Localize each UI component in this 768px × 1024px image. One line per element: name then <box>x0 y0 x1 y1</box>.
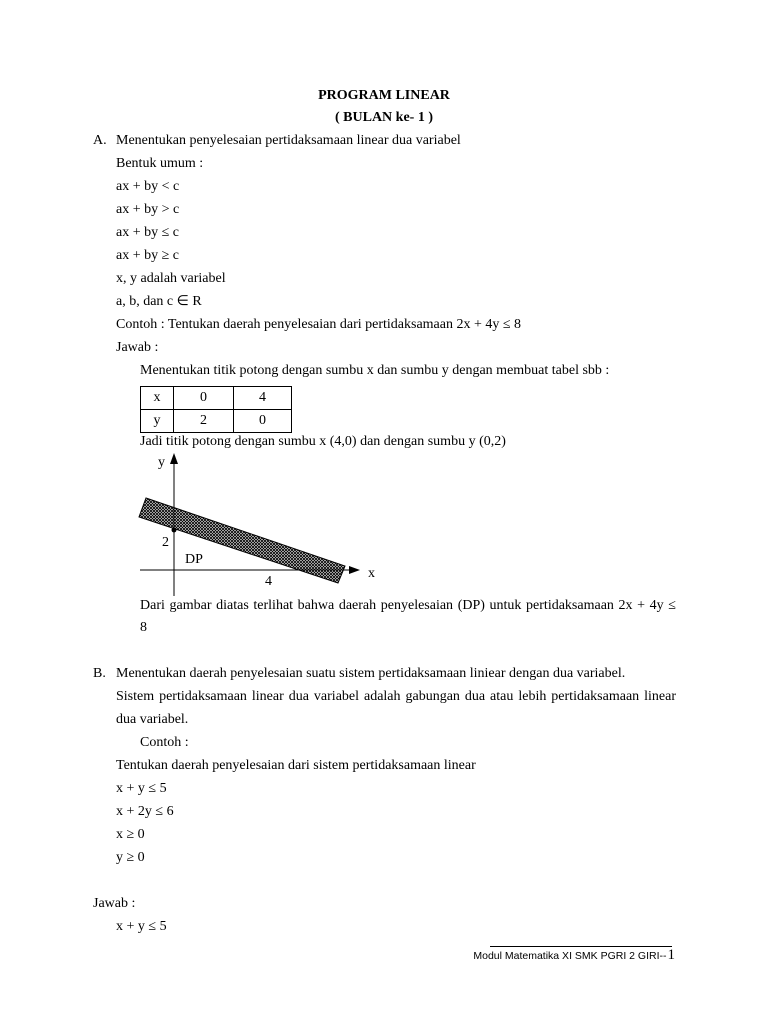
table-cell: 4 <box>234 387 292 410</box>
table-intro: Menentukan titik potong dengan sumbu x dan sumbu y dengan membuat tabel sbb : <box>140 363 610 378</box>
table-row <box>141 387 292 410</box>
section-a-answer-label: Jawab : <box>116 340 159 355</box>
general-form-label: Bentuk umum : <box>116 156 204 171</box>
table-cell: x <box>141 387 174 410</box>
table-cell: 0 <box>174 387 234 410</box>
conclusion-line-2: 8 <box>140 620 147 635</box>
section-a-heading: Menentukan penyelesaian pertidaksamaan linear dua variabel <box>116 133 461 148</box>
x-axis-label: x <box>368 566 375 581</box>
general-form-greater-equal: ax + by ≥ c <box>116 248 180 263</box>
solution-region-graph <box>130 445 390 605</box>
intercept-table <box>140 386 292 433</box>
page-footer <box>473 947 675 964</box>
section-b-example-prompt: Tentukan daerah penyelesaian dari sistem pertidaksamaan linear <box>116 758 476 773</box>
general-form-less: ax + by < c <box>116 179 180 194</box>
x-axis-arrowhead <box>349 566 360 574</box>
constants-note: a, b, dan c ∈ R <box>116 294 202 309</box>
conclusion-line-1: Dari gambar diatas terlihat bahwa daerah penyelesaian (DP) untuk pertidaksamaan 2x + 4y ≤ <box>140 598 676 613</box>
y-intercept-point <box>172 528 177 533</box>
page-number: 1 <box>667 947 675 963</box>
table-cell: 2 <box>174 410 234 433</box>
general-form-less-equal: ax + by ≤ c <box>116 225 180 240</box>
system-inequality-3: x ≥ 0 <box>116 827 145 842</box>
answer-line-1: x + y ≤ 5 <box>116 919 167 934</box>
y-intercept-label: 2 <box>162 535 169 550</box>
general-form-greater: ax + by > c <box>116 202 180 217</box>
y-axis-arrowhead <box>170 453 178 464</box>
section-b-marker: B. <box>93 666 106 681</box>
definition-line-1: Sistem pertidaksamaan linear dua variabel adalah gabungan dua atau lebih pertidaksamaan linear <box>116 689 676 704</box>
table-cell: 0 <box>234 410 292 433</box>
footer-module-text: Modul Matematika XI SMK PGRI 2 GIRI-- <box>473 950 667 962</box>
intercepts-summary: Jadi titik potong dengan sumbu x (4,0) dan dengan sumbu y (0,2) <box>140 434 506 449</box>
system-inequality-1: x + y ≤ 5 <box>116 781 167 796</box>
system-inequality-2: x + 2y ≤ 6 <box>116 804 174 819</box>
document-title: PROGRAM LINEAR <box>318 88 450 103</box>
table-cell: y <box>141 410 174 433</box>
section-b-heading: Menentukan daerah penyelesaian suatu sistem pertidaksamaan liniear dengan dua variabel. <box>116 666 626 681</box>
y-axis-label: y <box>158 455 165 470</box>
section-a-example: Contoh : Tentukan daerah penyelesaian dari pertidaksamaan 2x + 4y ≤ 8 <box>116 317 522 332</box>
definition-line-2: dua variabel. <box>116 712 189 727</box>
region-label: DP <box>185 552 203 567</box>
variables-note: x, y adalah variabel <box>116 271 226 286</box>
section-b-answer-label: Jawab : <box>93 896 136 911</box>
document-subtitle: ( BULAN ke- 1 ) <box>335 110 433 125</box>
x-intercept-label: 4 <box>265 574 272 589</box>
system-inequality-4: y ≥ 0 <box>116 850 145 865</box>
section-b-example-label: Contoh : <box>140 735 189 750</box>
table-row <box>141 410 292 433</box>
section-a-marker: A. <box>93 133 107 148</box>
